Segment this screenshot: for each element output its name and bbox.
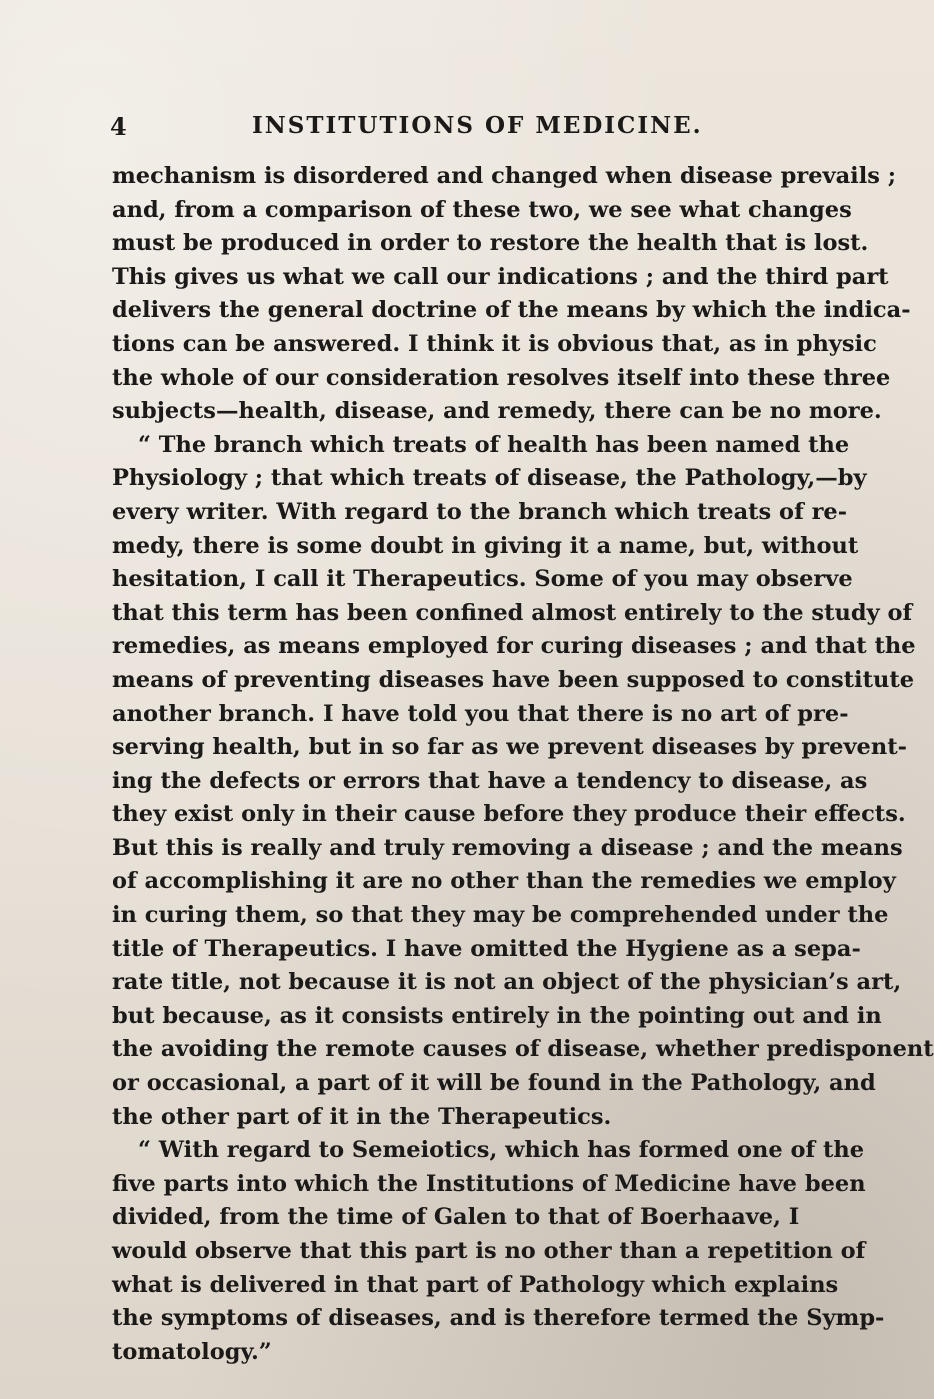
text-line: would observe that this part is no other than a repetition of [112, 1238, 866, 1264]
text-line: subjects—health, disease, and remedy, there can be no more. [112, 398, 882, 425]
text-line: mechanism is disordered and changed when disease prevails ; [112, 163, 897, 189]
text-line: every writer. With regard to the branch which treats of re- [112, 498, 848, 525]
text-line: of accomplishing it are no other than the remedies we employ [112, 868, 896, 895]
text-line: tions can be answered. I think it is obvious that, as in physic [112, 330, 877, 357]
text-line: This gives us what we call our indications ; and the third part [112, 263, 889, 290]
text-line: “ The branch which treats of health has been named the [138, 431, 850, 458]
text-line: medy, there is some doubt in giving it a name, but, without [112, 532, 859, 559]
body-text [112, 160, 934, 1369]
text-line: rate title, not because it is not an object of the physician’s art, [112, 969, 902, 996]
running-head: INSTITUTIONS OF MEDICINE. [252, 112, 703, 139]
text-line: five parts into which the Institutions of Medicine have been [112, 1170, 866, 1197]
text-line: means of preventing diseases have been supposed to constitute [112, 666, 915, 693]
page-number: 4 [110, 112, 127, 141]
text-line: in curing them, so that they may be comprehended under the [112, 902, 889, 929]
text-line: that this term has been confined almost entirely to the study of [112, 599, 913, 626]
text-line: tomatology.” [112, 1338, 272, 1365]
text-line: the other part of it in the Therapeutics. [112, 1103, 612, 1130]
text-line: the whole of our consideration resolves itself into these three [112, 364, 891, 391]
text-line: or occasional, a part of it will be found in the Pathology, and [112, 1070, 876, 1097]
text-line: remedies, as means employed for curing diseases ; and that the [112, 633, 916, 660]
text-line: divided, from the time of Galen to that of Boerhaave, I [112, 1204, 800, 1231]
text-line: they exist only in their cause before they produce their effects. [112, 801, 906, 828]
text-line: and, from a comparison of these two, we see what changes [112, 196, 852, 223]
text-line: the avoiding the remote causes of disease, whether predisponent [112, 1036, 934, 1063]
text-line: hesitation, I call it Therapeutics. Some of you may observe [112, 566, 853, 593]
text-line: Physiology ; that which treats of disease, the Pathology,—by [112, 465, 867, 492]
page-header [110, 112, 760, 152]
text-line: ing the defects or errors that have a tendency to disease, as [112, 767, 868, 794]
text-line: But this is really and truly removing a disease ; and the means [112, 834, 903, 861]
text-line: “ With regard to Semeiotics, which has formed one of the [138, 1137, 865, 1164]
text-line: another branch. I have told you that there is no art of pre- [112, 700, 849, 727]
text-line: serving health, but in so far as we prevent diseases by prevent- [112, 734, 907, 761]
text-line: title of Therapeutics. I have omitted the Hygiene as a sepa- [112, 935, 861, 962]
text-line: must be produced in order to restore the health that is lost. [112, 230, 869, 257]
text-line: but because, as it consists entirely in the pointing out and in [112, 1002, 882, 1029]
text-line: what is delivered in that part of Pathology which explains [112, 1271, 839, 1298]
text-line: the symptoms of diseases, and is therefore termed the Symp- [112, 1305, 885, 1332]
text-line: delivers the general doctrine of the means by which the indica- [112, 297, 911, 324]
